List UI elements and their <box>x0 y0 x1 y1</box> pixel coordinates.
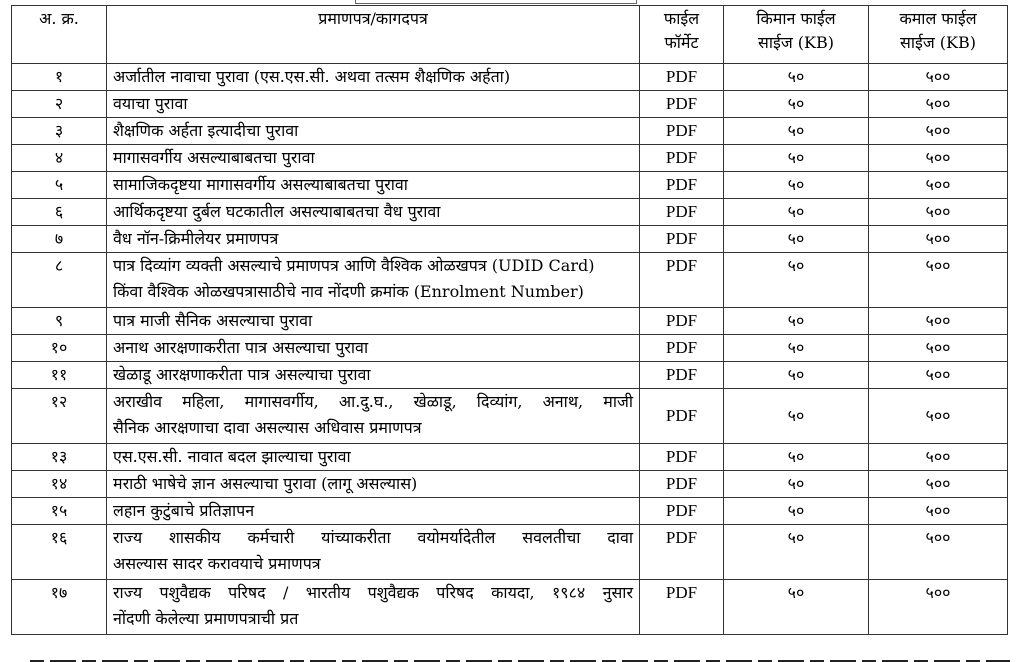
header-document: प्रमाणपत्र/कागदपत्र <box>107 6 640 64</box>
cell-document-line2: असल्यास सादर करावयाचे प्रमाणपत्र <box>113 554 321 573</box>
header-max-size-line2: साईज (KB) <box>900 33 976 52</box>
cell-format: PDF <box>640 471 724 498</box>
cell-sr: १६ <box>12 525 107 580</box>
cell-format: PDF <box>640 335 724 362</box>
cell-document: सामाजिकदृष्टया मागासवर्गीय असल्याबाबतचा पुरावा <box>107 172 640 199</box>
table-row <box>12 498 1008 525</box>
cell-sr: १२ <box>12 389 107 444</box>
cell-document: शैक्षणिक अर्हता इत्यादीचा पुरावा <box>107 118 640 145</box>
cell-max-size: ५०० <box>869 91 1008 118</box>
table-row <box>12 308 1008 335</box>
cell-sr: १३ <box>12 444 107 471</box>
cell-format: PDF <box>640 199 724 226</box>
cell-document: पात्र माजी सैनिक असल्याचा पुरावा <box>107 308 640 335</box>
cell-min-size: ५० <box>724 91 869 118</box>
cell-max-size: ५०० <box>869 580 1008 635</box>
cell-format: PDF <box>640 64 724 91</box>
cell-document <box>107 580 640 635</box>
cell-document: वैध नॉन-क्रिमीलेयर प्रमाणपत्र <box>107 226 640 253</box>
table-row <box>12 471 1008 498</box>
cell-document-line1: राज्य शासकीय कर्मचारी यांच्याकरीता वयोमर्यादेतील सवलतीचा दावा <box>113 528 633 547</box>
cell-format: PDF <box>640 580 724 635</box>
bottom-cutoff-edge <box>0 656 1018 662</box>
cell-format: PDF <box>640 118 724 145</box>
cell-min-size: ५० <box>724 525 869 580</box>
cell-sr: १७ <box>12 580 107 635</box>
document-requirements-table <box>11 5 1008 635</box>
cell-max-size: ५०० <box>869 172 1008 199</box>
cell-min-size: ५० <box>724 335 869 362</box>
cell-format: PDF <box>640 308 724 335</box>
cell-format: PDF <box>640 145 724 172</box>
header-max-size-line1: कमाल फाईल <box>899 9 977 28</box>
cell-document <box>107 525 640 580</box>
cell-format: PDF <box>640 525 724 580</box>
cell-document: अनाथ आरक्षणाकरीता पात्र असल्याचा पुरावा <box>107 335 640 362</box>
cell-max-size: ५०० <box>869 498 1008 525</box>
cell-max-size: ५०० <box>869 226 1008 253</box>
table-row <box>12 118 1008 145</box>
cell-document: खेळाडू आरक्षणाकरीता पात्र असल्याचा पुरावा <box>107 362 640 389</box>
cell-max-size: ५०० <box>869 389 1008 444</box>
header-min-size <box>724 6 869 64</box>
cell-document <box>107 389 640 444</box>
cell-max-size: ५०० <box>869 308 1008 335</box>
cell-max-size: ५०० <box>869 335 1008 362</box>
cell-sr: ११ <box>12 362 107 389</box>
cell-max-size: ५०० <box>869 444 1008 471</box>
cell-max-size: ५०० <box>869 253 1008 308</box>
table-row <box>12 199 1008 226</box>
header-sr-no: अ. क्र. <box>12 6 107 64</box>
cell-max-size: ५०० <box>869 145 1008 172</box>
header-file-format-line2: फॉर्मेट <box>664 33 699 52</box>
cell-max-size: ५०० <box>869 64 1008 91</box>
cell-min-size: ५० <box>724 362 869 389</box>
cell-format: PDF <box>640 498 724 525</box>
cell-document: आर्थिकदृष्टया दुर्बल घटकातील असल्याबाबतचा वैध पुरावा <box>107 199 640 226</box>
cell-sr: ८ <box>12 253 107 308</box>
table-row <box>12 335 1008 362</box>
cell-min-size: ५० <box>724 498 869 525</box>
cell-min-size: ५० <box>724 580 869 635</box>
cell-min-size: ५० <box>724 308 869 335</box>
header-min-size-line2: साईज (KB) <box>758 33 834 52</box>
cell-document: अर्जातील नावाचा पुरावा (एस.एस.सी. अथवा तत्सम शैक्षणिक अर्हता) <box>107 64 640 91</box>
cell-min-size: ५० <box>724 145 869 172</box>
cell-min-size: ५० <box>724 64 869 91</box>
cell-document <box>107 253 640 308</box>
cell-min-size: ५० <box>724 172 869 199</box>
table-row <box>12 226 1008 253</box>
table-row <box>12 253 1008 308</box>
cell-sr: १५ <box>12 498 107 525</box>
cell-max-size: ५०० <box>869 118 1008 145</box>
cell-max-size: ५०० <box>869 199 1008 226</box>
cell-sr: १४ <box>12 471 107 498</box>
cell-sr: १ <box>12 64 107 91</box>
table-row <box>12 389 1008 444</box>
cell-max-size: ५०० <box>869 525 1008 580</box>
cell-document: मागासवर्गीय असल्याबाबतचा पुरावा <box>107 145 640 172</box>
cell-format: PDF <box>640 444 724 471</box>
table-row <box>12 580 1008 635</box>
cell-sr: ३ <box>12 118 107 145</box>
header-file-format <box>640 6 724 64</box>
cell-format: PDF <box>640 91 724 118</box>
header-min-size-line1: किमान फाईल <box>756 9 836 28</box>
cell-sr: ६ <box>12 199 107 226</box>
cell-min-size: ५० <box>724 226 869 253</box>
cell-document: एस.एस.सी. नावात बदल झाल्याचा पुरावा <box>107 444 640 471</box>
cell-document: लहान कुटुंबाचे प्रतिज्ञापन <box>107 498 640 525</box>
cell-sr: २ <box>12 91 107 118</box>
table-row <box>12 362 1008 389</box>
table-row <box>12 91 1008 118</box>
cell-sr: ५ <box>12 172 107 199</box>
cell-document-line2: नोंदणी केलेल्या प्रमाणपत्राची प्रत <box>113 609 299 628</box>
cell-format: PDF <box>640 362 724 389</box>
cell-min-size: ५० <box>724 199 869 226</box>
cell-format: PDF <box>640 253 724 308</box>
cell-max-size: ५०० <box>869 471 1008 498</box>
table-row <box>12 172 1008 199</box>
cell-format: PDF <box>640 226 724 253</box>
cell-document: वयाचा पुरावा <box>107 91 640 118</box>
cell-format: PDF <box>640 389 724 444</box>
cell-max-size: ५०० <box>869 362 1008 389</box>
cell-document-line1: पात्र दिव्यांग व्यक्ती असल्याचे प्रमाणपत्र आणि वैश्विक ओळखपत्र (UDID Card) <box>113 256 595 275</box>
cell-format: PDF <box>640 172 724 199</box>
header-max-size <box>869 6 1008 64</box>
cell-min-size: ५० <box>724 253 869 308</box>
cell-min-size: ५० <box>724 471 869 498</box>
cell-document-line1: अराखीव महिला, मागासवर्गीय, आ.दु.घ., खेळाडू, दिव्यांग, अनाथ, माजी <box>113 392 633 411</box>
header-file-format-line1: फाईल <box>663 9 700 28</box>
cell-sr: १० <box>12 335 107 362</box>
table-row <box>12 525 1008 580</box>
cell-min-size: ५० <box>724 444 869 471</box>
cell-min-size: ५० <box>724 118 869 145</box>
table-row <box>12 64 1008 91</box>
cell-sr: ४ <box>12 145 107 172</box>
cell-sr: ७ <box>12 226 107 253</box>
table-header-row <box>12 6 1008 64</box>
cell-sr: ९ <box>12 308 107 335</box>
cell-document-line1: राज्य पशुवैद्यक परिषद / भारतीय पशुवैद्यक परिषद कायदा, १९८४ नुसार <box>113 583 633 602</box>
cell-document-line2: सैनिक आरक्षणाचा दावा असल्यास अधिवास प्रमाणपत्र <box>113 418 422 437</box>
table-row <box>12 444 1008 471</box>
table-row <box>12 145 1008 172</box>
cell-min-size: ५० <box>724 389 869 444</box>
cell-document-line2: किंवा वैश्विक ओळखपत्रासाठीचे नाव नोंदणी क्रमांक (Enrolment Number) <box>113 282 584 301</box>
cell-document: मराठी भाषेचे ज्ञान असल्याचा पुरावा (लागू असल्यास) <box>107 471 640 498</box>
